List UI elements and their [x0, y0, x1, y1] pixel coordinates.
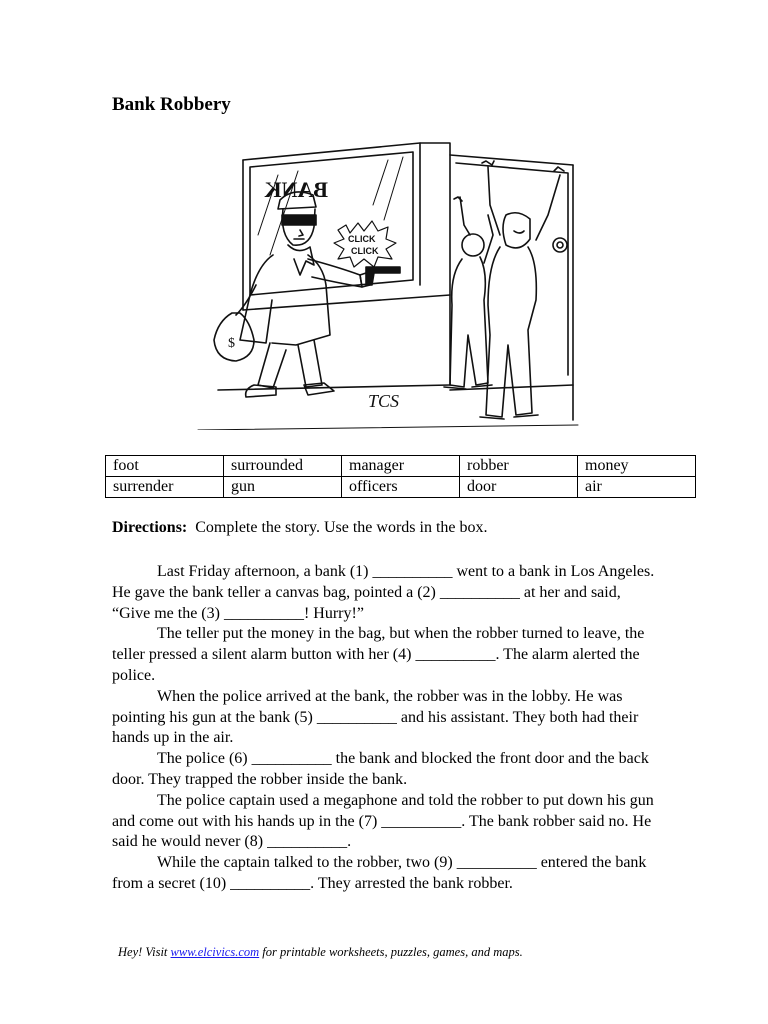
bank-robbery-illustration [188, 135, 580, 430]
robber-figure [214, 192, 400, 397]
word-box-cell: surrounded [224, 456, 342, 477]
click-text-2: CLICK [351, 246, 379, 256]
word-box-cell: officers [342, 477, 460, 498]
directions-text: Complete the story. Use the words in the box. [195, 519, 488, 536]
word-box-cell: gun [224, 477, 342, 498]
click-text-1: CLICK [348, 234, 376, 244]
svg-text:$: $ [228, 336, 235, 351]
word-box-cell: money [578, 456, 696, 477]
word-box-cell: door [460, 477, 578, 498]
directions-label: Directions: [112, 519, 188, 536]
elcivics-link[interactable]: www.elcivics.com [170, 945, 260, 959]
word-box [105, 455, 696, 498]
story-text [112, 562, 657, 895]
story-paragraph: When the police arrived at the bank, the robber was in the lobby. He was pointing his gun at the bank (5) __________ and his assistant. They both had their hands up in the air. [112, 687, 639, 747]
word-box-cell: foot [106, 456, 224, 477]
word-box-row [106, 477, 696, 498]
word-box-cell: air [578, 477, 696, 498]
footer [118, 945, 523, 960]
artist-signature: TCS [368, 391, 400, 411]
story-paragraph: While the captain talked to the robber, two (9) __________ entered the bank from a secret (10) __________. They arrested the bank robber. [112, 854, 647, 892]
bank-sign-text: BANK [264, 177, 328, 202]
word-box-cell: manager [342, 456, 460, 477]
directions [112, 519, 488, 537]
bank-manager-figure [480, 161, 564, 419]
footer-suffix: for printable worksheets, puzzles, games, and maps. [259, 945, 523, 959]
word-box-cell: surrender [106, 477, 224, 498]
story-paragraph: Last Friday afternoon, a bank (1) __________ went to a bank in Los Angeles. He gave the bank teller a canvas bag, pointed a (2) __________ at her and said, “Give me the (3) __________! Hurry!” [112, 563, 655, 622]
story-paragraph: The police captain used a megaphone and told the robber to put down his gun and come out with his hands up in the (7) __________. The bank robber said no. He said he would never (8) __________. [112, 791, 654, 851]
page-title: Bank Robbery [112, 94, 231, 115]
story-paragraph: The police (6) __________ the bank and blocked the front door and the back door. They trapped the robber inside the bank. [112, 750, 649, 788]
word-box-cell: robber [460, 456, 578, 477]
word-box-row [106, 456, 696, 477]
click-sound-effect [334, 221, 396, 267]
story-paragraph: The teller put the money in the bag, but when the robber turned to leave, the teller pressed a silent alarm button with her (4) __________. The alarm alerted the police. [112, 625, 645, 684]
footer-prefix: Hey! Visit [118, 945, 171, 959]
bank-teller-figure [444, 197, 493, 389]
